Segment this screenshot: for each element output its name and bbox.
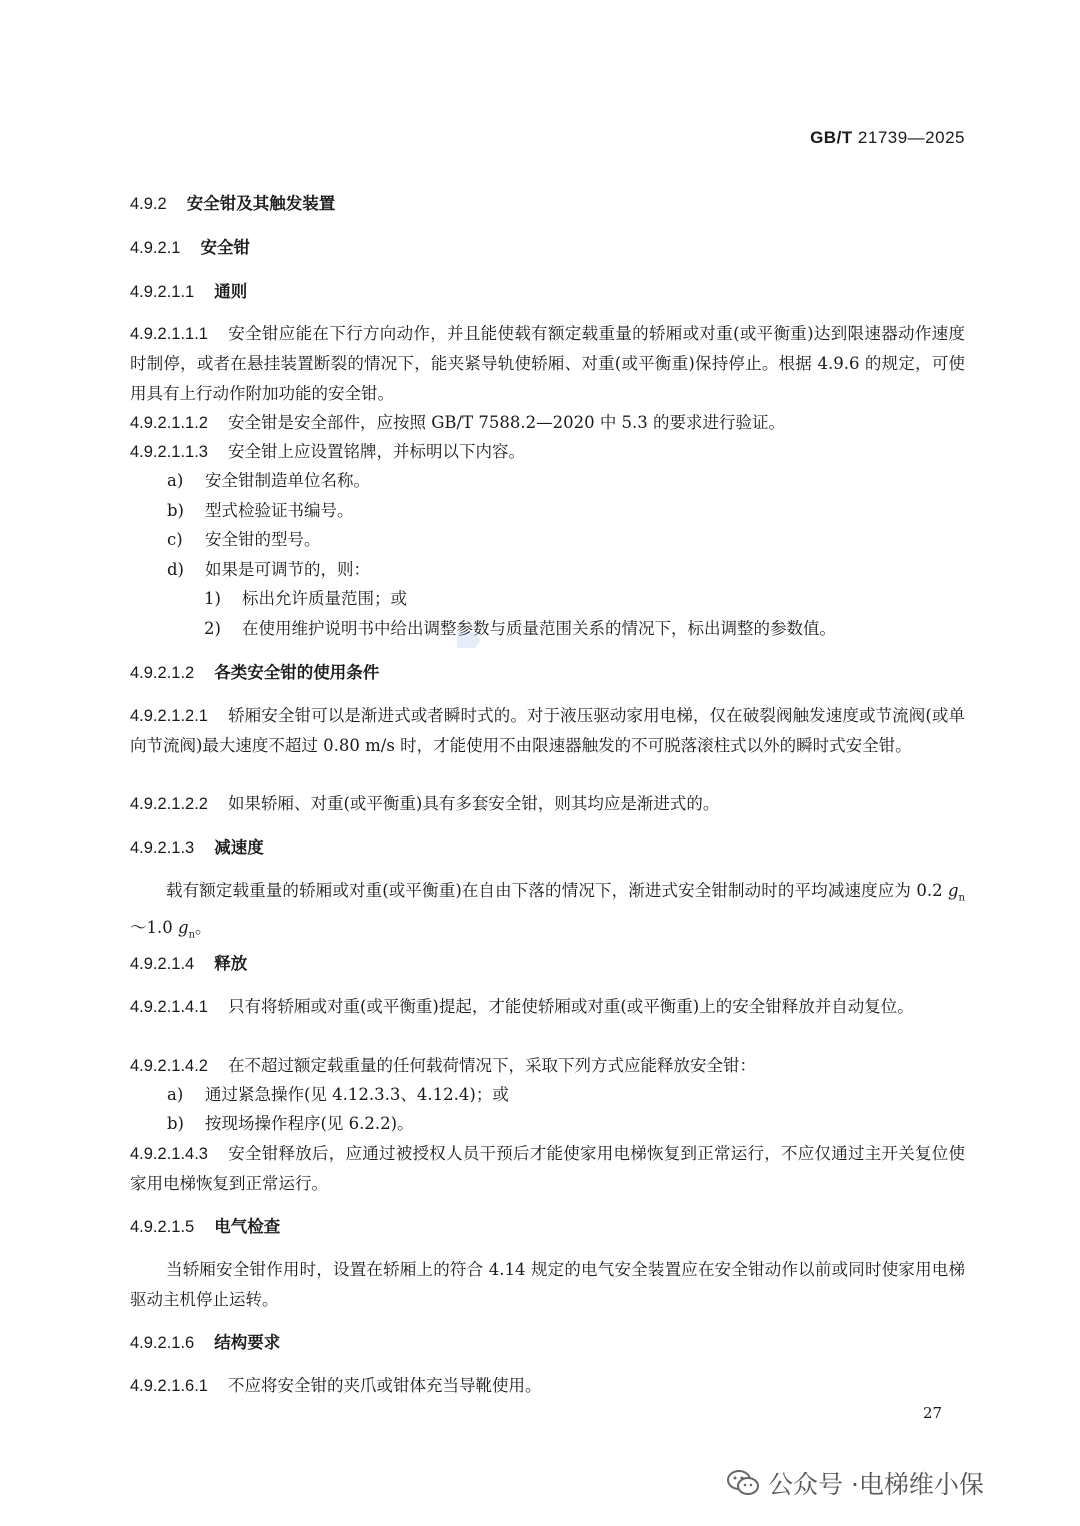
clause-text: 安全钳上应设置铭牌，并标明以下内容。: [227, 442, 525, 461]
heading-4-9-2-1-4: [130, 949, 247, 979]
heading-title: 安全钳: [200, 238, 250, 257]
heading-number: 4.9.2.1.5: [130, 1218, 195, 1236]
clause-text: 在不超过额定载重量的任何载荷情况下，采取下列方式应能释放安全钳：: [227, 1056, 756, 1075]
symbol-g: g: [947, 881, 959, 900]
list-text: 如果是可调节的，则：: [205, 560, 370, 579]
list-item: [167, 496, 354, 526]
list-text: 安全钳的型号。: [205, 530, 321, 549]
list-text: 在使用维护说明书中给出调整参数与质量范围关系的情况下，标出调整的参数值。: [242, 619, 836, 638]
clause-number: 4.9.2.1.2.1: [130, 707, 208, 725]
list-marker: 1): [204, 589, 221, 608]
clause-electrical-check-text: [130, 1255, 965, 1315]
clause-4-9-2-1-4-2: [130, 1051, 965, 1081]
watermark-prefix: 公众号 ·: [768, 1470, 859, 1499]
clause-4-9-2-1-2-2: [130, 789, 965, 819]
page-number: 27: [923, 1404, 943, 1422]
text-run: ～1.0: [130, 918, 178, 938]
heading-4-9-2-1-5: [130, 1212, 280, 1242]
sub-list-item: [204, 584, 407, 614]
clause-4-9-2-1-1-2: [130, 408, 965, 438]
list-item: [167, 1109, 414, 1139]
heading-number: 4.9.2.1.2: [130, 664, 195, 682]
standard-header: [810, 128, 965, 148]
list-marker: a): [167, 1085, 184, 1104]
heading-title: 电气检查: [214, 1217, 281, 1236]
heading-4-9-2-1: [130, 233, 250, 263]
clause-text: 安全钳释放后，应通过被授权人员干预后才能使家用电梯恢复到正常运行，不应仅通过主开关复位使家用电梯恢复到正常运行。: [130, 1144, 965, 1193]
watermark-name: 电梯维小保: [858, 1470, 984, 1499]
list-text: 通过紧急操作(见 4.12.3.3、4.12.4)；或: [205, 1085, 509, 1104]
list-item: [167, 555, 370, 585]
list-text: 按现场操作程序(见 6.2.2)。: [205, 1114, 414, 1133]
clause-text: 不应将安全钳的夹爪或钳体充当导靴使用。: [227, 1376, 542, 1395]
clause-number: 4.9.2.1.1.2: [130, 414, 208, 432]
sub-list-item: [204, 614, 836, 644]
clause-text: 安全钳应能在下行方向动作，并且能使载有额定载重量的轿厢或对重(或平衡重)达到限速器动作速度时制停，或者在悬挂装置断裂的情况下，能夹紧导轨使轿厢、对重(或平衡重)保持停止。根据 4.9.6 的规定，可使用具有上行动作附加功能的安全钳。: [130, 324, 965, 403]
heading-title: 通则: [214, 282, 248, 301]
clause-text: 轿厢安全钳可以是渐进式或者瞬时式的。对于液压驱动家用电梯，仅在破裂阀触发速度或节流阀(或单向节流阀)最大速度不超过 0.80 m/s 时，才能使用不由限速器触发的不可脱落滚柱式以外的瞬时式安全钳。: [130, 706, 965, 755]
text-run: 载有额定载重量的轿厢或对重(或平衡重)在自由下落的情况下，渐进式安全钳制动时的平均减速度应为 0.2: [166, 881, 948, 900]
heading-title: 减速度: [214, 838, 264, 857]
list-item: [167, 525, 321, 555]
heading-number: 4.9.2.1.6: [130, 1334, 195, 1352]
heading-4-9-2: [130, 189, 335, 219]
list-marker: a): [167, 471, 184, 490]
heading-title: 各类安全钳的使用条件: [214, 663, 380, 682]
heading-number: 4.9.2.1.3: [130, 839, 195, 857]
clause-4-9-2-1-2-1: [130, 701, 965, 761]
list-text: 安全钳制造单位名称。: [205, 471, 370, 490]
heading-title: 结构要求: [214, 1333, 281, 1352]
standard-code: GB/T: [810, 128, 853, 147]
standard-number: 21739—2025: [857, 128, 965, 147]
heading-number: 4.9.2.1: [130, 239, 181, 257]
clause-4-9-2-1-6-1: [130, 1371, 965, 1401]
clause-number: 4.9.2.1.6.1: [130, 1377, 208, 1395]
heading-number: 4.9.2: [130, 195, 167, 213]
clause-number: 4.9.2.1.4.3: [130, 1145, 208, 1163]
list-marker: c): [167, 530, 183, 549]
clause-4-9-2-1-4-3: [130, 1139, 965, 1199]
list-marker: 2): [204, 619, 221, 638]
text-run: 。: [195, 918, 212, 938]
heading-4-9-2-1-1: [130, 277, 247, 307]
heading-title: 安全钳及其触发装置: [186, 194, 336, 213]
heading-number: 4.9.2.1.4: [130, 955, 195, 973]
heading-number: 4.9.2.1.1: [130, 283, 195, 301]
list-text: 型式检验证书编号。: [205, 501, 354, 520]
clause-4-9-2-1-1-3: [130, 437, 965, 467]
clause-text: 只有将轿厢或对重(或平衡重)提起，才能使轿厢或对重(或平衡重)上的安全钳释放并自动复位。: [227, 997, 914, 1016]
wechat-icon: [726, 1468, 760, 1498]
list-item: [167, 466, 370, 496]
list-marker: b): [167, 1114, 184, 1133]
heading-4-9-2-1-2: [130, 658, 379, 688]
list-marker: d): [167, 560, 184, 579]
heading-title: 释放: [214, 954, 248, 973]
heading-4-9-2-1-3: [130, 833, 264, 863]
watermark: [726, 1465, 984, 1501]
symbol-subscript: n: [958, 892, 965, 904]
clause-number: 4.9.2.1.4.2: [130, 1057, 208, 1075]
clause-text: 安全钳是安全部件，应按照 GB/T 7588.2—2020 中 5.3 的要求进行验证。: [227, 413, 786, 432]
clause-number: 4.9.2.1.1.1: [130, 325, 208, 343]
list-marker: b): [167, 501, 184, 520]
list-text: 标出允许质量范围；或: [242, 589, 407, 608]
clause-deceleration-text: [130, 876, 965, 951]
clause-number: 4.9.2.1.1.3: [130, 443, 208, 461]
symbol-subscript: n: [188, 929, 196, 941]
clause-number: 4.9.2.1.4.1: [130, 998, 208, 1016]
clause-number: 4.9.2.1.2.2: [130, 795, 208, 813]
heading-4-9-2-1-6: [130, 1328, 280, 1358]
clause-4-9-2-1-4-1: [130, 992, 965, 1022]
clause-4-9-2-1-1-1: [130, 319, 965, 409]
faint-stamp-mark: [455, 630, 483, 650]
clause-text: 当轿厢安全钳作用时，设置在轿厢上的符合 4.14 规定的电气安全装置应在安全钳动作以前或同时使家用电梯驱动主机停止运转。: [130, 1260, 965, 1309]
clause-text: 如果轿厢、对重(或平衡重)具有多套安全钳，则其均应是渐进式的。: [227, 794, 720, 813]
symbol-g: g: [178, 918, 189, 938]
list-item: [167, 1080, 509, 1110]
